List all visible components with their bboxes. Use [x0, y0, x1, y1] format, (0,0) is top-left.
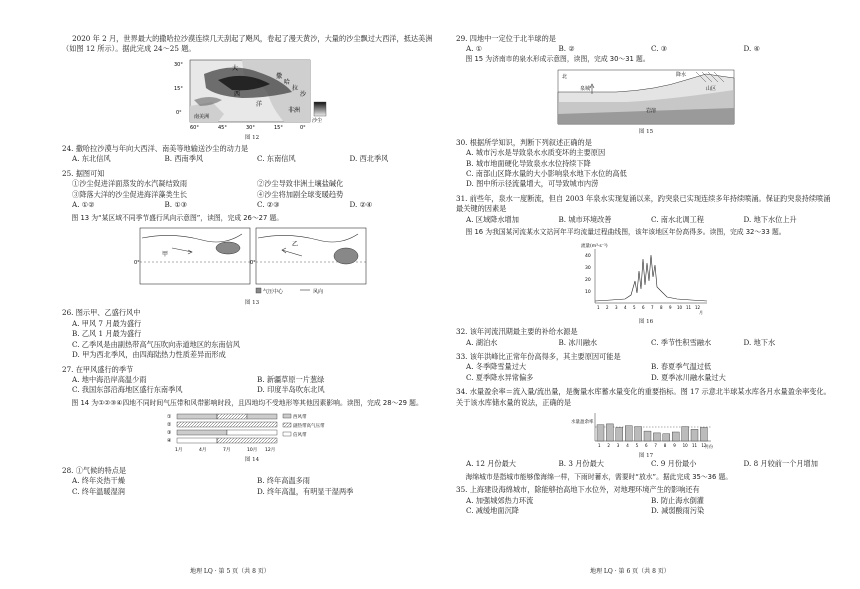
q30-option-d[interactable]: D. 图中所示径流量增大，可导致城市内涝	[466, 179, 599, 189]
place-yang: 洋	[256, 100, 263, 108]
fig15-spring-city: 泉城	[580, 85, 591, 92]
q24-stem: 24. 撒哈拉沙漠与年向大西洋、南美等地输送沙尘的动力是	[62, 143, 249, 153]
fig17-caption: 图 17	[638, 452, 654, 459]
fig15-mountain: 山区	[706, 85, 717, 92]
fig15-caption: 图 15	[638, 129, 654, 136]
intro-35-36: 海绵城市是指城市能够像海绵一样，下雨时蓄水，需要时“放水”。据此完成 35～36 题。	[465, 472, 733, 481]
q25-stem: 25. 据图可知	[62, 168, 105, 178]
fig16-xtick-7: 7	[651, 305, 654, 311]
question-29	[456, 34, 836, 55]
q34-option-c[interactable]: C. 9 月份最小	[651, 459, 697, 469]
fig14-row-1: ①	[167, 413, 172, 420]
fig16-xtick-12: 12	[695, 305, 701, 311]
q26-option-c[interactable]: C. 乙季风是由副热带高气压吹向赤道地区的东南信风	[72, 339, 240, 349]
fig17-xtick-2: 2	[607, 443, 610, 449]
lon-30: 30°	[246, 124, 255, 131]
pressure-belt-chart-14	[167, 412, 337, 454]
fig16-xtick-8: 8	[660, 305, 663, 311]
fig15-precip: 降水	[676, 71, 687, 78]
fig17-xtick-11: 11	[692, 443, 698, 449]
fig14-legend-subtropical: 副热带高气压带	[293, 423, 325, 429]
fig16-ytick-10: 10	[585, 290, 591, 296]
fig14-legend-westerly: 西风带	[293, 414, 307, 420]
q25-option-a[interactable]: A. ①②	[72, 200, 95, 210]
q27-stem: 27. 在甲风盛行的季节	[62, 364, 134, 374]
q33-stem: 33. 该年洪峰比正常年份高得多，其主要原因可能是	[456, 351, 621, 361]
q34-option-b[interactable]: B. 3 月份最大	[558, 459, 604, 469]
q29-option-c[interactable]: C. ③	[651, 44, 668, 54]
q28-stem: 28. ①气候的特点是	[62, 465, 127, 475]
q34-option-d[interactable]: D. 8 月较前一个月增加	[743, 459, 818, 469]
q32-stem: 32. 该年河流汛期最主要的补给水源是	[456, 327, 578, 337]
fig17-xtick-9: 9	[673, 443, 676, 449]
question-27	[62, 365, 442, 396]
question-30	[456, 138, 836, 190]
wind-map-13	[132, 226, 372, 296]
question-25	[62, 169, 442, 211]
q24-option-c[interactable]: C. 东南信风	[257, 154, 296, 164]
fig16-xtick-9: 9	[669, 305, 672, 311]
q31-option-b[interactable]: B. 城市环境改善	[558, 214, 612, 224]
q29-option-d[interactable]: D. ④	[743, 44, 761, 54]
fig17-bar-11	[691, 429, 698, 441]
q32-option-a[interactable]: A. 湖泊水	[466, 337, 498, 347]
fig14-tick-12: 12月	[265, 447, 276, 453]
fig17-bar-8	[663, 434, 670, 441]
fig13-yi: 乙	[292, 241, 299, 249]
q28-option-a[interactable]: A. 终年炎热干燥	[72, 476, 125, 486]
question-28	[62, 466, 442, 497]
fig17-bar-4	[625, 426, 632, 441]
lon-15: 15°	[274, 124, 283, 131]
footer-page-5: 地理 LQ · 第 5 页（共 8 页）	[190, 568, 270, 575]
fig16-ytick-40: 40	[585, 254, 591, 260]
fig16-ylabel: 流量(m³·s⁻¹)	[581, 244, 608, 250]
lon-0: 0°	[300, 124, 306, 131]
lat-15: 15°	[174, 85, 183, 92]
q34-options	[456, 459, 836, 469]
fig16-xtick-3: 3	[615, 305, 618, 311]
fig17-bar-9	[672, 432, 679, 441]
q25-statement-3: ③降落大洋的沙尘促进海洋藻类生长	[72, 189, 188, 199]
fig17-xunit: 月份	[705, 444, 713, 450]
fig17-bar-6	[644, 431, 651, 441]
fig17-bar-1	[597, 425, 604, 441]
place-south-america: 南美洲	[194, 113, 210, 120]
figure-16	[581, 241, 711, 323]
fig17-bar-7	[653, 433, 660, 441]
q32-option-d[interactable]: D. 地下水	[743, 337, 776, 347]
q33-option-a[interactable]: A. 冬季降雪量过大	[466, 362, 527, 372]
q30-option-a[interactable]: A. 城市污水是导致泉水水质变坏的主要原因	[466, 148, 606, 158]
q30-option-c[interactable]: C. 南部山区降水量的大小影响泉水地下水位的高低	[466, 169, 627, 179]
q25-option-d[interactable]: D. ②④	[349, 200, 373, 210]
fig13-legend-wind: 风向	[313, 289, 324, 296]
fig14-row-4: ④	[167, 437, 172, 444]
place-la: 拉	[292, 84, 299, 92]
fig15-north: 北	[562, 73, 568, 80]
fig16-xtick-5: 5	[633, 305, 636, 311]
q31-option-a[interactable]: A. 区域降水增加	[466, 214, 519, 224]
q25-statement-4: ④沙尘将加剧全球变暖趋势	[257, 189, 344, 199]
q34-stem: 34. 水量盈余率＝流入量/流出量，是衡量水库蓄水量变化的重要指标。图 17 示意北半球某水库各月水量盈余率变化。关于该水库储水量的说法，正确的是	[456, 387, 831, 407]
fig14-tick-4: 4月	[199, 447, 207, 453]
question-24	[62, 144, 442, 165]
fig14-caption: 图 14	[244, 457, 260, 464]
right-column	[456, 34, 836, 517]
fig17-xtick-1: 1	[598, 443, 601, 449]
fig17-xtick-8: 8	[663, 443, 667, 449]
question-35	[456, 485, 836, 516]
figure-14	[167, 412, 337, 462]
fig15-karst: 岩溶	[646, 107, 657, 114]
legend-dust: 沙尘	[312, 117, 323, 124]
figure-12	[172, 58, 332, 140]
fig17-xtick-5: 5	[635, 443, 639, 449]
q28-option-d[interactable]: D. 终年高温，有明显干湿两季	[257, 486, 354, 496]
q30-option-b[interactable]: B. 城市地面硬化导致泉水水位持续下降	[466, 158, 591, 168]
fig17-xtick-6: 6	[645, 443, 648, 449]
fig14-legend-trade: 信风带	[293, 432, 307, 438]
fig17-bar-5	[635, 427, 642, 441]
figure-15	[556, 68, 736, 134]
q27-option-a[interactable]: A. 地中海沿岸高温少雨	[72, 374, 147, 384]
place-sha: 沙	[300, 90, 307, 98]
fig16-xtick-6: 6	[642, 305, 645, 311]
fig16-xticks	[597, 305, 703, 315]
lon-45: 45°	[218, 124, 227, 131]
fig17-xtick-3: 3	[616, 443, 620, 449]
q26-option-d[interactable]: D. 甲为西北季风，由四海陆热力性质差异而形成	[72, 350, 226, 360]
q32-option-c[interactable]: C. 季节性积雪融水	[651, 337, 712, 347]
reservoir-surplus-chart	[571, 411, 721, 449]
question-26	[62, 308, 442, 360]
fig14-tick-1: 1月	[175, 447, 183, 453]
q26-option-a[interactable]: A. 甲风 7 月最为盛行	[72, 318, 142, 328]
fig13-legend-high: 气压中心	[263, 289, 284, 296]
fig17-xtick-4: 4	[626, 443, 629, 449]
q24-option-a[interactable]: A. 东北信风	[72, 154, 111, 164]
lon-60: 60°	[190, 124, 199, 131]
fig17-bar-2	[606, 424, 613, 441]
q33-option-b[interactable]: B. 春夏季气温过低	[651, 362, 712, 372]
fig16-xtick-10: 10	[677, 305, 683, 311]
q35-option-c[interactable]: C. 减缓地面沉降	[466, 506, 519, 516]
fig16-ytick-20: 20	[585, 278, 591, 284]
lat-0: 0°	[176, 109, 182, 116]
place-da: 大	[232, 64, 239, 72]
fig13-jia: 甲	[162, 251, 169, 259]
intro-30-31: 图 15 为济南市的泉水形成示意图，读图，完成 30～31 题。	[465, 54, 650, 63]
question-33	[456, 352, 836, 383]
footer-page-6: 地理 LQ · 第 6 页（共 8 页）	[590, 568, 670, 575]
q33-option-c[interactable]: C. 夏季降水异常偏多	[466, 372, 534, 382]
q24-option-b[interactable]: B. 西南季风	[164, 154, 204, 164]
q26-stem: 26. 图示甲、乙盛行风中	[62, 308, 141, 318]
fig16-xunit: 月	[699, 310, 703, 316]
q29-option-b[interactable]: B. ②	[558, 44, 575, 54]
fig13-caption: 图 13	[244, 299, 260, 306]
figure-17	[571, 411, 721, 457]
fig16-xtick-2: 2	[606, 305, 609, 311]
fig16-xtick-1: 1	[597, 305, 600, 311]
place-ha: 哈	[284, 78, 291, 86]
q25-option-b[interactable]: B. ①③	[164, 200, 188, 210]
q35-option-a[interactable]: A. 加强城郊热力环流	[466, 495, 534, 505]
place-sa: 撒	[276, 72, 283, 80]
q31-option-c[interactable]: C. 南水北调工程	[651, 214, 704, 224]
q27-option-c[interactable]: C. 我国东部沿海地区盛行东南季风	[72, 385, 183, 395]
q25-statement-2: ②沙尘导致非洲土壤盐碱化	[257, 179, 344, 189]
fig17-xtick-10: 10	[682, 443, 688, 449]
intro-28-29: 图 14 为①②③④四地不同时间气压带和风带影响时段，且四地均不受地形等其他因素影响。读图，完成 28～29 题。	[71, 398, 423, 407]
intro-26-27: 图 13 为“某区域不同季节盛行风向示意图”，读图，完成 26～27 题。	[71, 213, 284, 222]
fig17-ylabel: 水量盈余率	[571, 420, 594, 426]
fig17-bar-10	[682, 427, 689, 441]
fig14-tick-10: 10月	[247, 447, 258, 453]
intro-24-25: 2020 年 2 月，世界最大的撒哈拉沙漠连续几天刮起了飓风，卷起了漫天黄沙，大量的沙尘飘过大西洋，抵达美洲（如图 12 所示）。据此完成 24～25 题。	[62, 34, 433, 54]
fig17-xtick-12: 12	[701, 443, 707, 449]
fig17-xtick-7: 7	[654, 443, 657, 449]
fig14-row-2: ②	[167, 421, 172, 428]
figure-13	[132, 226, 372, 304]
q24-option-d[interactable]: D. 西北季风	[349, 154, 389, 164]
fig13-equator-left: 0°	[134, 260, 140, 267]
question-34	[456, 387, 836, 408]
spring-formation-diagram	[556, 68, 736, 126]
q29-stem: 29. 四地中一定位于北半球的是	[456, 34, 556, 43]
q34-option-a[interactable]: A. 12 月份最大	[466, 459, 516, 469]
q35-option-b[interactable]: B. 防止海水倒灌	[651, 495, 704, 505]
q27-option-b[interactable]: B. 新疆草原一片葱绿	[257, 374, 325, 384]
q28-option-c[interactable]: C. 终年温暖湿润	[72, 486, 125, 496]
q35-stem: 35. 上海建设海绵城市，除能够抬高地下水位外，对地理环境产生的影响还有	[456, 485, 700, 495]
fig17-bars	[597, 424, 707, 441]
fig16-ytick-30: 30	[585, 266, 591, 272]
q33-option-d[interactable]: D. 夏季冰川融水量过大	[651, 372, 726, 382]
fig17-bar-12	[700, 428, 707, 442]
fig14-tick-7: 7月	[223, 447, 231, 453]
q31-option-d[interactable]: D. 地下水位上升	[743, 214, 797, 224]
fig16-caption: 图 16	[638, 318, 654, 325]
place-africa: 非洲	[288, 106, 301, 114]
q30-stem: 30. 根据所学知识，判断下列叙述正确的是	[456, 137, 592, 147]
fig13-equator-right: 0°	[250, 260, 256, 267]
fig14-row-3: ③	[167, 429, 172, 436]
q28-option-b[interactable]: B. 终年高温多雨	[257, 476, 310, 486]
fig12-caption: 图 12	[244, 135, 260, 142]
q32-option-b[interactable]: B. 冰川融水	[558, 337, 598, 347]
place-xi: 西	[234, 90, 241, 98]
fig16-xtick-4: 4	[624, 305, 627, 311]
left-column	[62, 34, 442, 497]
q29-option-a[interactable]: A. ①	[466, 44, 483, 54]
intro-32-33: 图 16 为我国某河流某水文站河年平均流量过程曲线图，该年该地区年份高得多。读图，完成 32～33 题。	[465, 228, 786, 237]
river-flow-chart	[581, 241, 711, 315]
question-32	[456, 327, 836, 348]
q25-option-c[interactable]: C. ②③	[257, 200, 280, 210]
q35-option-d[interactable]: D. 减弱酸雨污染	[651, 506, 705, 516]
lat-30: 30°	[174, 61, 183, 68]
q26-option-b[interactable]: B. 乙风 1 月最为盛行	[72, 329, 142, 339]
q27-option-d[interactable]: D. 印度半岛吹东北风	[257, 385, 325, 395]
q31-stem: 31. 前些年，泉水一度断流，但自 2003 年泉水实现复涌以来，趵突泉已实现连续多年持续喷涌。保证趵突泉持续喷涌最关键的因素是	[456, 193, 831, 214]
question-31	[456, 194, 836, 225]
fig16-xtick-11: 11	[686, 305, 692, 311]
map-sahara-dust	[172, 58, 332, 132]
fig17-bar-3	[616, 428, 623, 442]
q25-statement-1: ①沙尘促进洋面蒸发的水汽凝结致雨	[72, 179, 188, 189]
